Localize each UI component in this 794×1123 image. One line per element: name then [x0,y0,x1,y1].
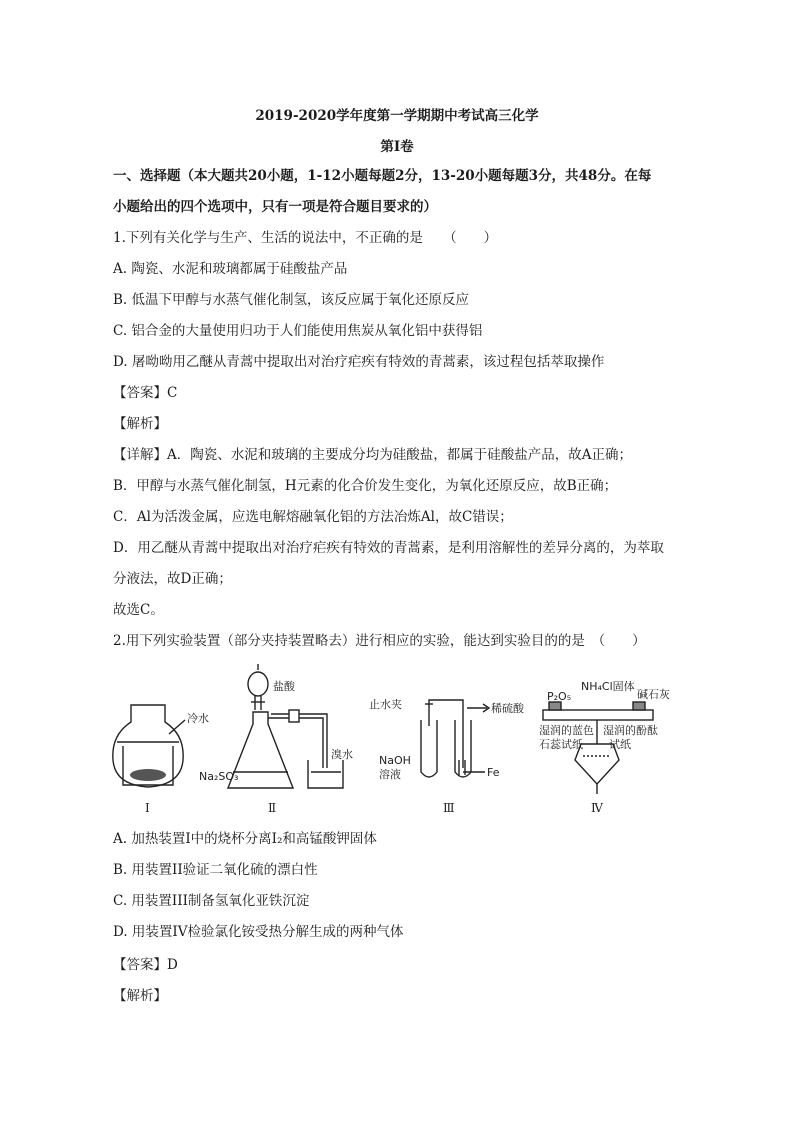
apparatus-iii-drawing [421,700,489,777]
volume-label: 第I卷 [380,139,414,155]
label-naoh: NaOH [379,754,411,767]
label-wet-blue-2: 石蕊试纸 [539,738,583,751]
label-soda-lime: 碱石灰 [637,688,670,701]
label-dilute-h2so4: 稀硫酸 [491,702,524,715]
label-hcl: 盐酸 [273,680,295,693]
label-wet-blue-1: 湿润的蓝色 [539,724,594,737]
q1-conclusion: 故选C。 [113,602,164,618]
q1-detail-3: C．Al为活泼金属，应选电解熔融氧化铝的方法冶炼Al，故C错误； [113,509,513,525]
q2-option-c: C. 用装置III制备氢氧化亚铁沉淀 [113,893,310,909]
label-solution: 溶液 [379,768,401,781]
q1-analysis-label: 【解析】 [113,416,167,432]
section-heading-line1: 一、选择题（本大题共20小题，1-12小题每题2分，13-20小题每题3分，共48分。在每 [113,168,652,184]
q2-stem: 2.用下列实验装置（部分夹持装置略去）进行相应的实验，能达到实验目的的是 （ ） [113,633,646,649]
apparatus-diagram [103,660,683,820]
q1-option-c: C. 铝合金的大量使用归功于人们能使用焦炭从氧化铝中获得铝 [113,323,483,339]
q2-option-a: A. 加热装置I中的烧杯分离I₂和高锰酸钾固体 [113,831,377,847]
label-nh4cl: NH₄Cl固体 [581,680,635,693]
section-heading-line2: 小题给出的四个选项中，只有一项是符合题目要求的） [113,199,437,215]
q1-detail-1: 【详解】A．陶瓷、水泥和玻璃的主要成分均为硅酸盐，都属于硅酸盐产品，故A正确； [113,447,632,463]
q1-answer: 【答案】C [113,385,178,401]
label-wet-phen-2: 试纸 [609,738,631,751]
label-bromine-water: 溴水 [331,748,353,761]
label-apparatus-ii: Ⅱ [268,801,277,815]
label-apparatus-i: Ⅰ [145,801,150,815]
q1-stem: 1.下列有关化学与生产、生活的说法中，不正确的是 （ ） [113,230,498,246]
label-apparatus-iv: Ⅳ [591,801,603,815]
apparatus-figure [103,660,683,820]
label-apparatus-iii: Ⅲ [443,801,455,815]
q2-answer: 【答案】D [113,957,178,973]
q2-option-d: D. 用装置IV检验氯化铵受热分解生成的两种气体 [113,924,404,940]
label-wet-phen-1: 湿润的酚酞 [603,724,658,737]
q2-option-b: B. 用装置II验证二氧化硫的漂白性 [113,862,318,878]
label-na2so3: Na₂SO₃ [199,770,239,783]
q1-detail-2: B．甲醇与水蒸气催化制氢，H元素的化合价发生变化，为氧化还原反应，故B正确； [113,478,618,494]
q1-detail-4a: D．用乙醚从青蒿中提取出对治疗疟疾有特效的青蒿素，是利用溶解性的差异分离的，为萃取 [113,540,664,556]
label-fe: Fe [487,766,500,779]
q2-analysis-label: 【解析】 [113,988,167,1004]
label-clamp: 止水夹 [369,698,402,711]
page-title: 2019-2020学年度第一学期期中考试高三化学 [255,108,539,124]
q1-option-b: B. 低温下甲醇与水蒸气催化制氢，该反应属于氧化还原反应 [113,292,470,308]
q1-option-a: A. 陶瓷、水泥和玻璃都属于硅酸盐产品 [113,261,348,277]
q1-option-d: D. 屠呦呦用乙醚从青蒿中提取出对治疗疟疾有特效的青蒿素，该过程包括萃取操作 [113,354,605,370]
q1-detail-4b: 分液法，故D正确； [113,571,232,587]
label-cold-water: 冷水 [187,712,209,725]
label-p2o5: P₂O₅ [547,690,572,703]
apparatus-i-drawing [113,705,185,787]
